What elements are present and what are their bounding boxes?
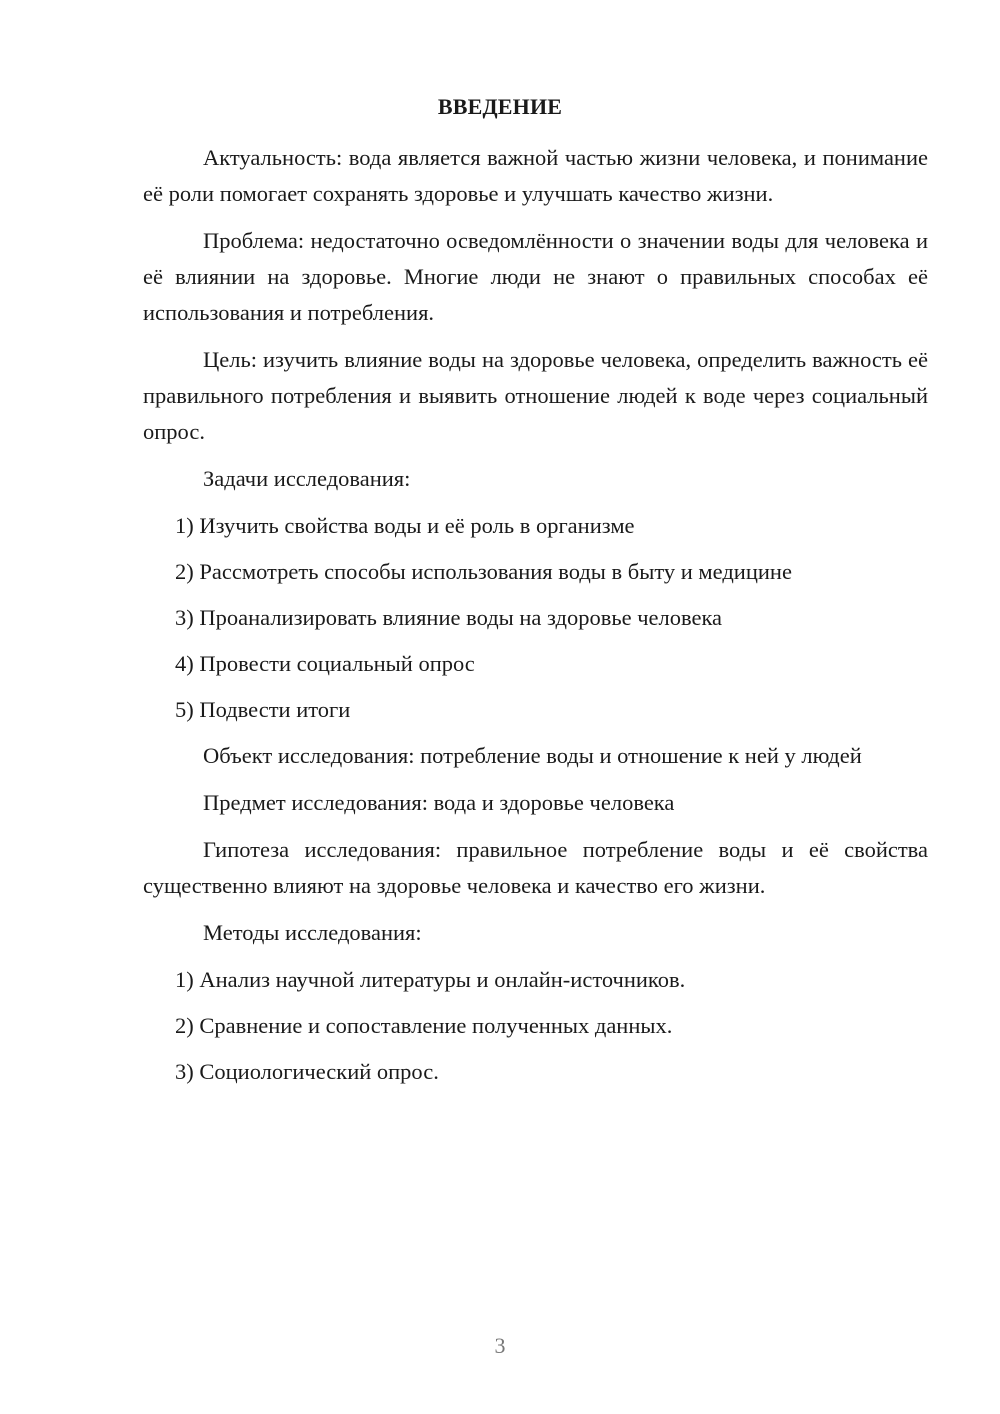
list-item: 1) Анализ научной литературы и онлайн-источников. <box>175 967 686 992</box>
list-item: 2) Рассмотреть способы использования воды в быту и медицине <box>175 559 792 584</box>
tasks-list <box>143 508 928 728</box>
page-number: 3 <box>494 1333 506 1358</box>
methods-list <box>143 962 928 1090</box>
goal-paragraph: Цель: изучить влияние воды на здоровье человека, определить важность её правильного потребления и выявить отношение людей к воде через социальный опрос. <box>143 347 928 444</box>
list-item: 3) Социологический опрос. <box>175 1059 439 1084</box>
hypothesis-paragraph: Гипотеза исследования: правильное потребление воды и её свойства существенно влияют на здоровье человека и качество его жизни. <box>143 837 928 898</box>
object-paragraph: Объект исследования: потребление воды и отношение к ней у людей <box>203 743 862 768</box>
page-title: ВВЕДЕНИЕ <box>437 94 563 119</box>
list-item: 5) Подвести итоги <box>175 697 351 722</box>
list-item: 4) Провести социальный опрос <box>175 651 475 676</box>
tasks-heading: Задачи исследования: <box>203 466 411 491</box>
list-item: 2) Сравнение и сопоставление полученных данных. <box>175 1013 673 1038</box>
problem-paragraph: Проблема: недостаточно осведомлённости о значении воды для человека и её влиянии на здоровье. Многие люди не знают о правильных способах её использования и потребления. <box>143 228 928 325</box>
methods-heading: Методы исследования: <box>203 920 422 945</box>
subject-paragraph: Предмет исследования: вода и здоровье человека <box>203 790 675 815</box>
list-item: 1) Изучить свойства воды и её роль в организме <box>175 513 635 538</box>
document-body <box>143 140 928 1100</box>
relevance-paragraph: Актуальность: вода является важной частью жизни человека, и понимание её роли помогает сохранять здоровье и улучшать качество жизни. <box>143 145 928 206</box>
list-item: 3) Проанализировать влияние воды на здоровье человека <box>175 605 723 630</box>
